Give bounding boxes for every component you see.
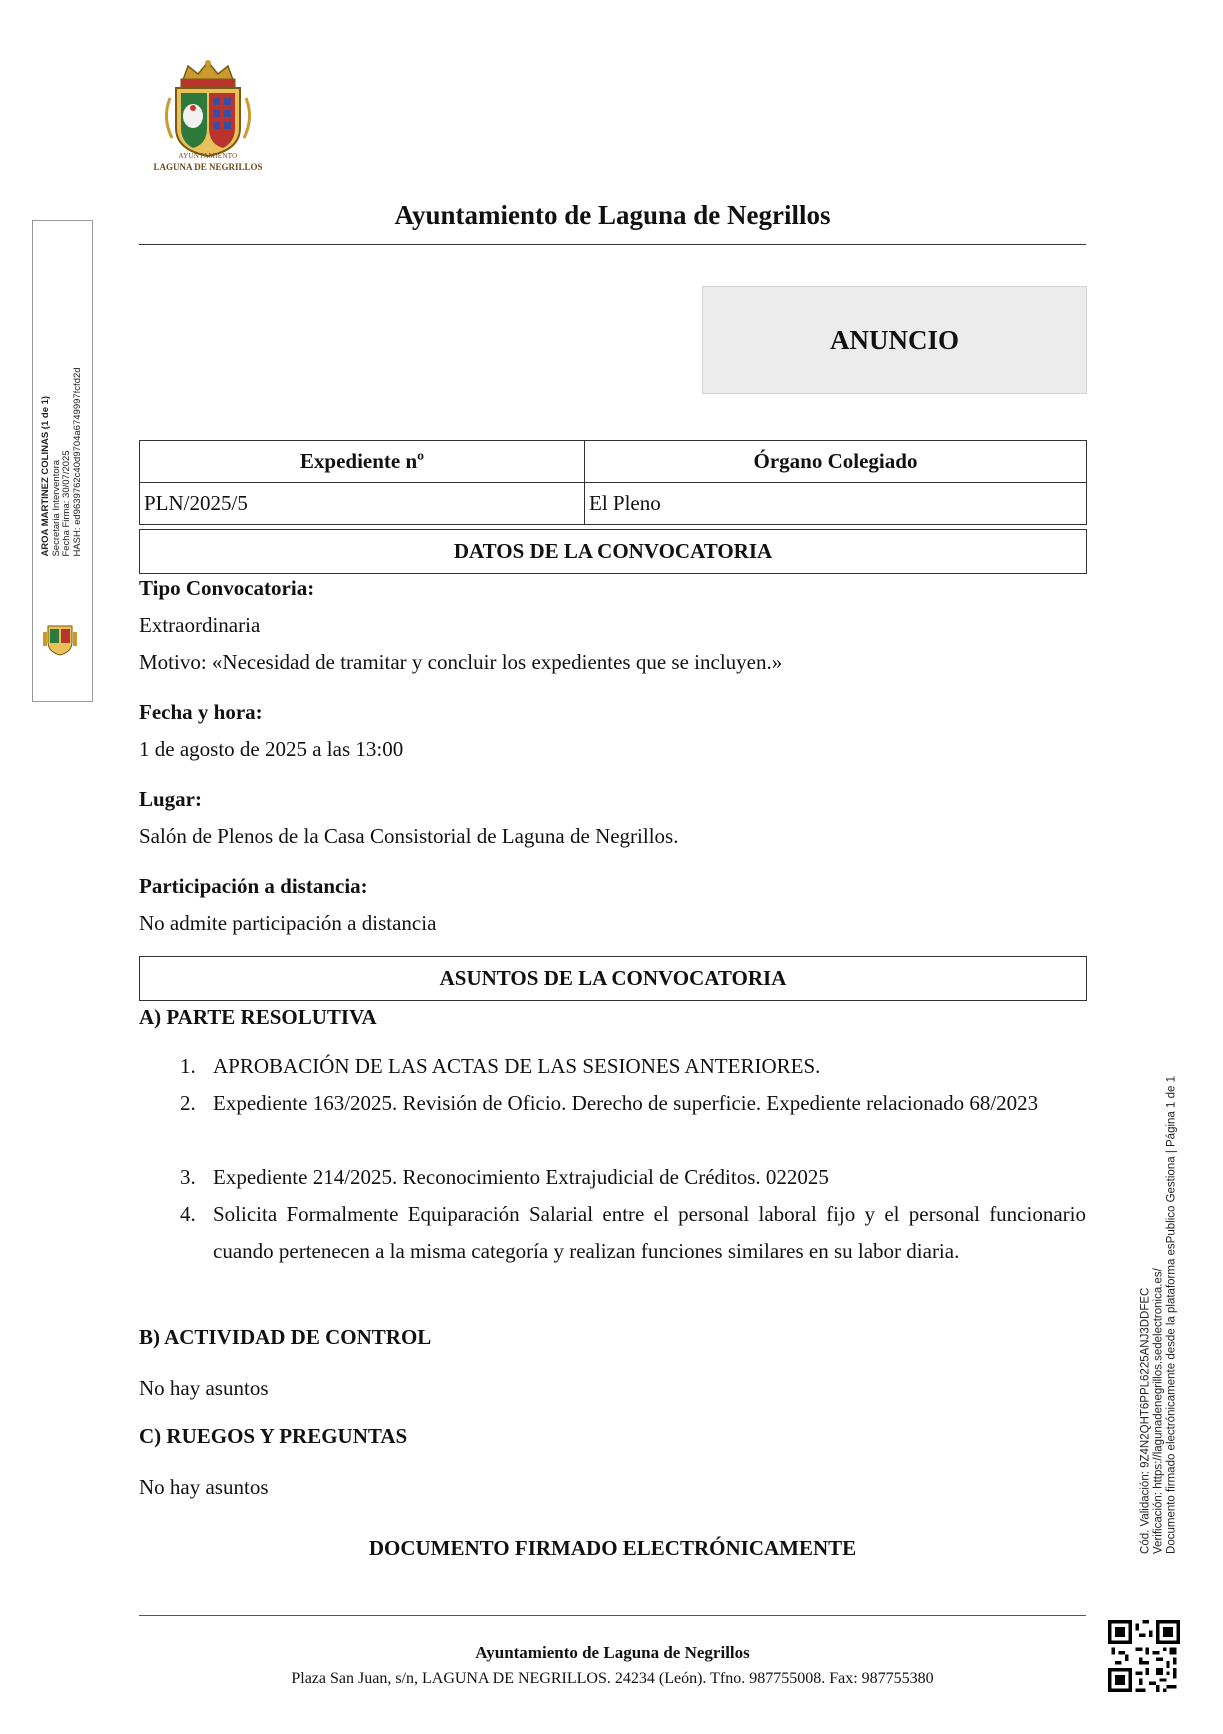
footer-organization: Ayuntamiento de Laguna de Negrillos: [475, 1643, 750, 1662]
lugar-label: Lugar:: [139, 787, 202, 811]
lugar-value: Salón de Plenos de la Casa Consistorial de Laguna de Negrillos.: [139, 824, 679, 848]
tipo-label: Tipo Convocatoria:: [139, 576, 315, 600]
motivo-text: Motivo: «Necesidad de tramitar y concluir los expedientes que se incluyen.»: [139, 650, 783, 674]
table-header-expediente: Expediente nº: [140, 441, 585, 483]
list-item-number: 3.: [180, 1165, 196, 1189]
ruegos-heading: C) RUEGOS Y PREGUNTAS: [139, 1424, 408, 1448]
list-item: Solicita Formalmente Equiparación Salarial entre el personal laboral fijo y el personal funcionario cuando pertenecen a la misma categoría y realizan funciones similares en su labor diaria.: [213, 1202, 1086, 1263]
header-title: Ayuntamiento de Laguna de Negrillos: [394, 200, 831, 230]
crest-caption-line2: LAGUNA DE NEGRILLOS: [153, 162, 263, 172]
tipo-value: Extraordinaria: [139, 613, 261, 637]
list-item-number: 1.: [180, 1054, 196, 1078]
validation-code: Cód. Validación: 9Z4N2QHT6PPL6225ANJ3DDFEC: [1139, 1287, 1152, 1554]
footer-address: Plaza San Juan, s/n, LAGUNA DE NEGRILLOS. 24234 (León). Tfno. 987755008. Fax: 987755380: [291, 1670, 934, 1687]
anuncio-box: ANUNCIO: [702, 286, 1087, 394]
signature-role: Secretaria Interventora: [50, 459, 62, 557]
actividad-control-value: No hay asuntos: [139, 1376, 269, 1400]
participacion-label: Participación a distancia:: [139, 874, 368, 898]
table-header-row: [140, 441, 1087, 483]
expediente-table: [139, 440, 1087, 525]
table-cell-expediente: PLN/2025/5: [140, 483, 585, 525]
asuntos-heading: ASUNTOS DE LA CONVOCATORIA: [139, 956, 1087, 1001]
documento-firmado-notice: DOCUMENTO FIRMADO ELECTRÓNICAMENTE: [368, 1536, 857, 1560]
fecha-label: Fecha y hora:: [139, 700, 263, 724]
footer-divider: [139, 1615, 1086, 1616]
signature-hash: HASH: ed9639762c40d9704a6749997fcfd2d: [71, 367, 83, 557]
signature-text-block: [40, 367, 83, 557]
validation-platform: Documento firmado electrónicamente desde la plataforma esPublico Gestiona | Página 1 de 1: [1165, 1076, 1178, 1554]
signature-seal-icon: [40, 622, 80, 658]
validation-url: Verificación: https://lagunadenegrillos.sedelectronica.es/: [1152, 1268, 1165, 1554]
signature-signer: AROA MARTINEZ COLINAS (1 de 1): [40, 395, 51, 557]
crest-caption-line1: AYUNTAMIENTO: [178, 152, 238, 160]
parte-resolutiva-heading: A) PARTE RESOLUTIVA: [139, 1005, 377, 1029]
table-row: [140, 483, 1087, 525]
list-item-number: 4.: [180, 1202, 196, 1226]
table-header-organo: Órgano Colegiado: [585, 441, 1087, 483]
datos-heading: DATOS DE LA CONVOCATORIA: [139, 529, 1087, 574]
ruegos-value: No hay asuntos: [139, 1475, 269, 1499]
fecha-value: 1 de agosto de 2025 a las 13:00: [139, 737, 404, 761]
signature-date: Fecha Firma: 30/07/2025: [61, 450, 72, 557]
list-item: Expediente 214/2025. Reconocimiento Extrajudicial de Créditos. 022025: [213, 1165, 829, 1189]
validation-text-block: [1139, 1076, 1178, 1554]
table-cell-organo: El Pleno: [585, 483, 1087, 525]
header-divider: [139, 244, 1086, 245]
actividad-control-heading: B) ACTIVIDAD DE CONTROL: [139, 1325, 432, 1349]
participacion-value: No admite participación a distancia: [139, 911, 437, 935]
list-item: APROBACIÓN DE LAS ACTAS DE LAS SESIONES ANTERIORES.: [213, 1054, 821, 1078]
list-item-number: 2.: [180, 1091, 196, 1115]
list-item: Expediente 163/2025. Revisión de Oficio. Derecho de superficie. Expediente relacionado 68/2023: [213, 1091, 1039, 1115]
qr-code-icon: [1108, 1620, 1180, 1692]
municipal-crest-logo: [148, 58, 268, 178]
